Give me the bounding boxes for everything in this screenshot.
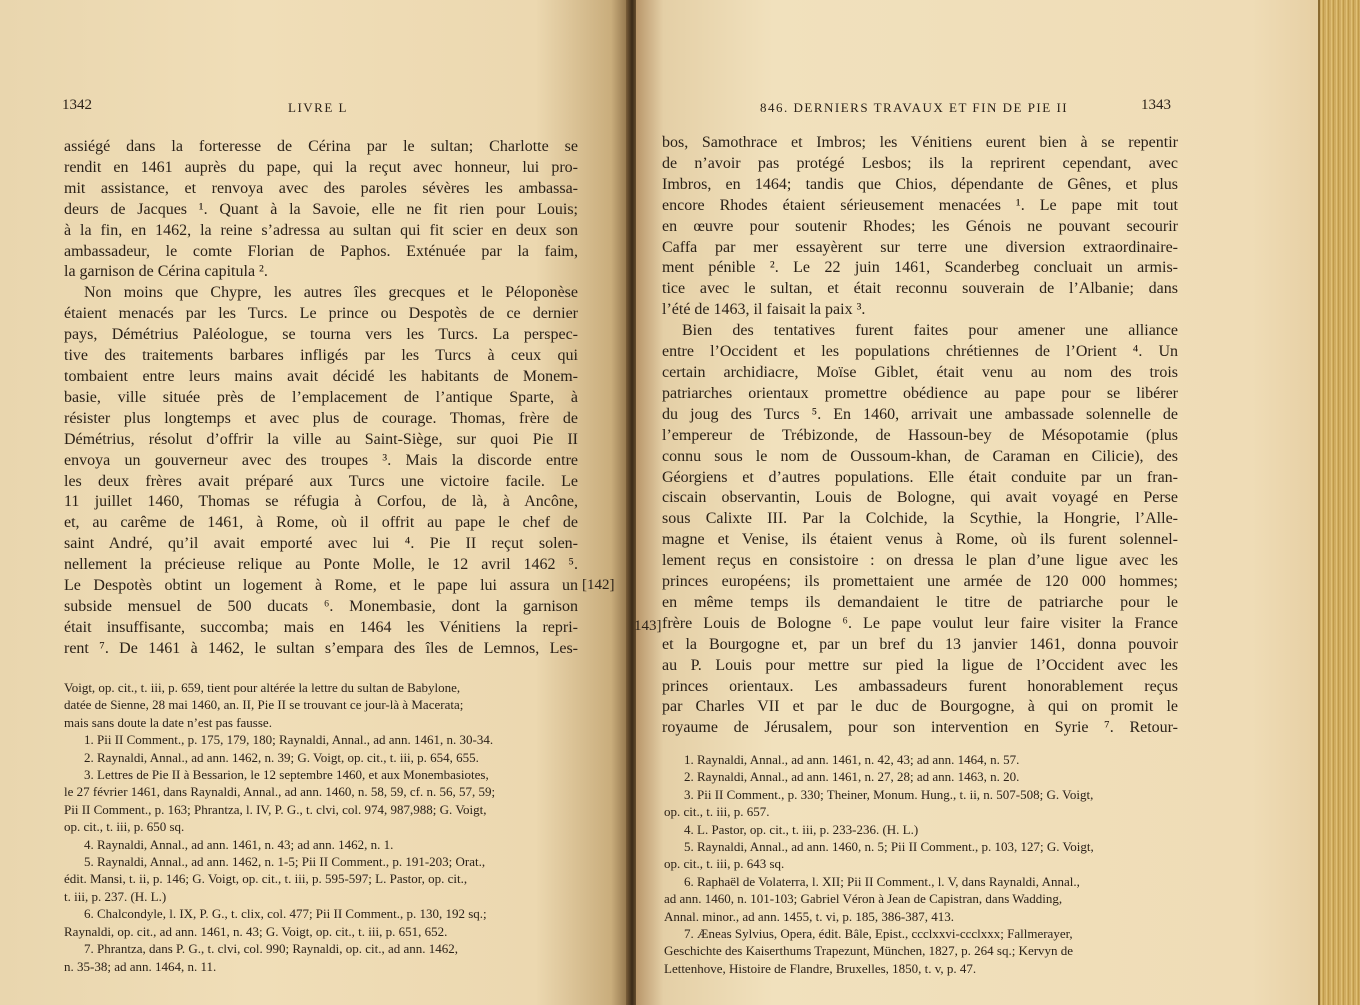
left-page (0, 0, 630, 1005)
footnote-line: 1. Raynaldi, Annal., ad ann. 1461, n. 42, 43; ad ann. 1464, n. 57. (684, 752, 1020, 767)
footnote-line: 5. Raynaldi, Annal., ad ann. 1460, n. 5; Pii II Comment., p. 103, 127; G. Voigt, (684, 839, 1094, 855)
body-line: 11 juillet 1460, Thomas se réfugia à Corfou, de là, à Ancône, (64, 493, 578, 511)
right-page (636, 0, 1320, 1005)
right-body-text (662, 133, 1178, 739)
body-line: mit assistance, et renvoya avec des paroles sévères les ambassa- (64, 179, 578, 197)
body-line: encore Rhodes étaient sérieusement menacées ¹. Le pape mit tout (662, 196, 1178, 214)
right-page-number: 1343 (1141, 97, 1171, 113)
body-line: à la fin, en 1462, la reine s’adressa au sultan qui fit scier en deux son (64, 221, 578, 239)
body-line: basie, ville située près de l’emplacement de l’antique Sparte, à (64, 388, 578, 406)
body-line: sous Calixte III. Par la Colchide, la Scythie, la Hongrie, l’Alle- (662, 510, 1178, 528)
body-line: Caffa par mer essayèrent sur terre une diversion extraordinaire- (662, 238, 1178, 256)
body-line: patriarches orientaux promettre obédience au pape pour se libérer (662, 384, 1178, 402)
body-line: ment pénible ². Le 22 juin 1461, Scanderbeg concluait un armis- (662, 259, 1178, 277)
right-margin-marker: 143] (634, 618, 662, 634)
footnote-line: Voigt, op. cit., t. iii, p. 659, tient pour altérée la lettre du sultan de Babylone, (64, 680, 461, 695)
body-line: rent ⁷. De 1461 à 1462, le sultan s’empara des îles de Lemnos, Les- (64, 639, 578, 657)
body-line: résister plus longtemps et avec plus de courage. Thomas, frère de (64, 409, 578, 427)
right-footnotes (664, 751, 1182, 977)
body-line: deurs de Jacques ¹. Quant à la Savoie, elle ne fit rien pour Louis; (64, 200, 578, 218)
footnote-line: t. iii, p. 237. (H. L.) (64, 888, 167, 904)
body-line: en œuvre pour soutenir Rhodes; les Génois ne pouvant secourir (662, 217, 1178, 235)
footnote-line: ad ann. 1460, n. 101-103; Gabriel Véron à Jean de Capistran, dans Wadding, (664, 891, 1063, 907)
footnote-line: 2. Raynaldi, Annal., ad ann. 1461, n. 27, 28; ad ann. 1463, n. 20. (684, 769, 1020, 785)
footnote-line: 7. Phrantza, dans P. G., t. clvi, col. 990; Raynaldi, op. cit., ad ann. 1462, (84, 941, 459, 957)
body-line: connu sous le nom de Oussoum-khan, de Caraman en Cilicie), des (662, 447, 1178, 465)
footnote-line: Geschichte des Kaiserthums Trapezunt, München, 1827, p. 264 sq.; Kervyn de (664, 943, 1074, 959)
body-line: tice avec le sultan, et était reconnu souverain de l’Albanie; dans (662, 280, 1178, 298)
body-line: l’empereur de Trébizonde, de Hassoun-bey de Mésopotamie (plus (662, 426, 1178, 444)
body-line: assiégé dans la forteresse de Cérina par le sultan; Charlotte se (64, 138, 578, 155)
footnote-line: 2. Raynaldi, Annal., ad ann. 1462, n. 39; G. Voigt, op. cit., t. iii, p. 654, 655. (84, 749, 479, 765)
footnote-line: Lettenhove, Histoire de Flandre, Bruxelles, 1850, t. v, p. 47. (664, 960, 977, 976)
body-line: en même temps ils demandaient le titre de patriarche pour le (662, 593, 1178, 611)
body-line: étaient menacés par les Turcs. Le prince ou Despotès de ce dernier (64, 305, 578, 323)
footnote-line: 5. Raynaldi, Annal., ad ann. 1462, n. 1-5; Pii II Comment., p. 191-203; Orat., (84, 854, 486, 870)
body-line: nellement la précieuse relique au Ponte Molle, le 12 avril 1462 ⁵. (64, 556, 578, 574)
footnote-line: 3. Lettres de Pie II à Bessarion, le 12 septembre 1460, et aux Monembasiotes, (84, 767, 489, 783)
body-line: la garnison de Cérina capitula ². (64, 263, 268, 281)
body-line: princes orientaux. Les ambassadeurs furent honorablement reçus (662, 677, 1178, 695)
body-line: tive des traitements barbares infligés par les Turcs à ceux qui (64, 347, 578, 365)
body-line: tombaient entre leurs mains avait décidé les habitants de Monem- (64, 367, 578, 385)
body-line: par Charles VII et par le duc de Bourgogne, à qui on promit le (662, 698, 1178, 716)
body-line: subside mensuel de 500 ducats ⁶. Monembasie, dont la garnison (64, 597, 578, 615)
body-line: et, au carême de 1461, à Rome, où il offrit au pape le chef de (64, 514, 578, 532)
body-line: magne et Venise, ils étaient venus à Rome, où ils furent solennel- (662, 531, 1178, 549)
body-line: Le Despotès obtint un logement à Rome, et le pape lui assura un (64, 577, 578, 595)
footnote-line: 3. Pii II Comment., p. 330; Theiner, Monum. Hung., t. ii, n. 507-508; G. Voigt, (684, 786, 1094, 802)
footnote-line: 1. Pii II Comment., p. 175, 179, 180; Raynaldi, Annal., ad ann. 1461, n. 30-34. (84, 732, 494, 748)
body-line: Non moins que Chypre, les autres îles grecques et le Péloponèse (84, 284, 578, 302)
footnote-line: 4. L. Pastor, op. cit., t. iii, p. 233-236. (H. L.) (684, 821, 919, 837)
body-line: frère Louis de Bologne ⁶. Le pape voulut leur faire visiter la France (662, 614, 1178, 632)
body-line: royaume de Jérusalem, pour son intervention en Syrie ⁷. Retour- (662, 719, 1178, 737)
body-line: princes européens; ils promettaient une armée de 120 000 hommes; (662, 573, 1178, 591)
body-line: certain archidiacre, Moïse Giblet, était venu au nom des trois (662, 363, 1178, 381)
footnote-line: le 27 février 1461, dans Raynaldi, Annal., ad ann. 1460, n. 58, 59, cf. n. 56, 57, 59; (64, 784, 496, 800)
body-line: entre l’Occident et les populations chrétiennes de l’Orient ⁴. Un (662, 343, 1178, 361)
page-edges (1318, 0, 1360, 1005)
footnote-line: mais sans doute la date n’est pas fausse. (64, 714, 272, 730)
body-line: du joug des Turcs ⁵. En 1460, arrivait une ambassade solennelle de (662, 405, 1178, 423)
body-line: Démétrius, résolut d’offrir la ville au Saint-Siège, sur quoi Pie II (64, 430, 578, 448)
footnote-line: Annal. minor., ad ann. 1455, t. vi, p. 185, 386-387, 413. (664, 908, 954, 924)
left-body-text (64, 137, 578, 660)
left-footnotes (64, 679, 582, 975)
footnote-line: 4. Raynaldi, Annal., ad ann. 1461, n. 43; ad ann. 1462, n. 1. (84, 836, 394, 852)
body-line: et la Bourgogne et, par un bref du 13 janvier 1461, donna pouvoir (662, 635, 1178, 653)
body-line: l’été de 1463, il faisait la paix ³. (662, 301, 866, 319)
body-line: pays, Démétrius Paléologue, se tourna vers les Turcs. La perspec- (64, 326, 578, 344)
footnote-line: op. cit., t. iii, p. 650 sq. (64, 819, 185, 835)
body-line: au P. Louis pour mettre sur pied la ligue de l’Occident avec les (662, 656, 1178, 674)
body-line: rendit en 1461 auprès du pape, qui la reçut avec honneur, lui pro- (64, 158, 578, 176)
body-line: lement reçus en consistoire : on dressa le plan d’une ligue avec les (662, 552, 1178, 570)
body-line: bos, Samothrace et Imbros; les Vénitiens eurent bien à se repentir (662, 134, 1178, 151)
body-line: Imbros, en 1464; tandis que Chios, dépendante de Gênes, et plus (662, 175, 1178, 193)
footnote-line: op. cit., t. iii, p. 643 sq. (664, 856, 785, 872)
footnote-line: édit. Mansi, t. ii, p. 146; G. Voigt, op. cit., t. iii, p. 595-597; L. Pastor, op. cit., (64, 871, 468, 887)
footnote-line: datée de Sienne, 28 mai 1460, an. II, Pie II se trouvant ce jour-là à Macerata; (64, 697, 464, 713)
left-margin-marker: [142] (582, 577, 615, 593)
body-line: Géorgiens et d’autres populations. Elle était conduite par un fran- (662, 468, 1178, 486)
footnote-line: n. 35-38; ad ann. 1464, n. 11. (64, 958, 217, 974)
body-line: les deux frères avait préparé aux Turcs une victoire facile. Le (64, 472, 578, 490)
body-line: ambassadeur, le comte Florian de Paphos. Exténuée par la faim, (64, 242, 578, 260)
right-running-header: 846. DERNIERS TRAVAUX ET FIN DE PIE II (760, 100, 1069, 115)
body-line: Bien des tentatives furent faites pour amener une alliance (682, 322, 1178, 340)
footnote-line: 7. Æneas Sylvius, Opera, édit. Bâle, Epist., ccclxxvi-ccclxxx; Fallmerayer, (684, 926, 1073, 942)
footnote-line: op. cit., t. iii, p. 657. (664, 804, 770, 820)
body-line: envoya un gouverneur avec des troupes ³. Mais la discorde entre (64, 451, 578, 469)
body-line: ciscain observantin, Louis de Bologne, qui avait voyagé en Perse (662, 489, 1178, 507)
body-line: de n’avoir pas protégé Lesbos; ils la reprirent cependant, avec (662, 154, 1178, 172)
footnote-line: Pii II Comment., p. 163; Phrantza, l. IV, P. G., t. clvi, col. 974, 987,988; G. Voigt, (64, 801, 487, 817)
left-page-number: 1342 (62, 97, 92, 113)
left-running-header: LIVRE L (288, 100, 348, 115)
footnote-line: Raynaldi, op. cit., ad ann. 1461, n. 43; G. Voigt, op. cit., t. iii, p. 651, 652. (64, 923, 448, 939)
footnote-line: 6. Chalcondyle, l. IX, P. G., t. clix, col. 477; Pii II Comment., p. 130, 192 sq.; (84, 906, 487, 922)
body-line: était insuffisante, succomba; mais en 1464 les Vénitiens la repri- (64, 618, 578, 636)
footnote-line: 6. Raphaël de Volaterra, l. XII; Pii II Comment., l. V, dans Raynaldi, Annal., (684, 873, 1080, 889)
body-line: saint André, qu’il avait emporté avec lui ⁴. Pie II reçut solen- (64, 535, 578, 553)
